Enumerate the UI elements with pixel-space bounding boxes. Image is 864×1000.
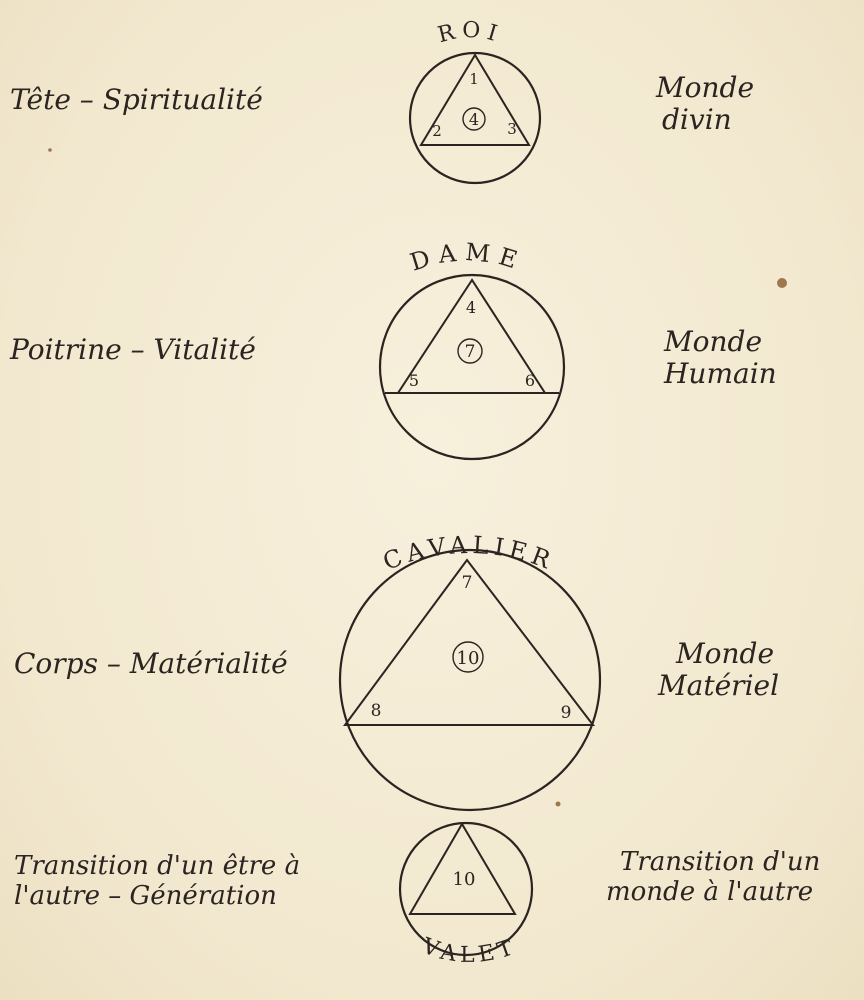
- vertex-number-right-cavalier: 9: [560, 703, 572, 723]
- figure-roi: [410, 18, 540, 183]
- figure-cavalier: [340, 531, 600, 810]
- vertex-number-left-roi: 2: [432, 122, 442, 140]
- left-label-dame-text: Poitrine – Vitalité: [10, 333, 256, 366]
- right-label-valet: [606, 848, 820, 908]
- figure-dame: [380, 238, 564, 459]
- right-label-roi-line-2: divin: [662, 103, 732, 137]
- figure-valet: [400, 823, 532, 968]
- right-label-dame-line-2: Humain: [664, 357, 777, 391]
- right-label-valet-line-2: monde à l'autre: [606, 876, 814, 907]
- right-label-dame-line-1: Monde: [664, 325, 763, 358]
- right-label-cavalier: [658, 638, 779, 702]
- figure-title-dame: DAME: [406, 237, 529, 277]
- right-label-cavalier-line-1: Monde: [676, 637, 775, 670]
- ink-dot: [556, 802, 561, 807]
- vertex-number-right-roi: 3: [507, 120, 517, 138]
- right-label-dame: [664, 326, 777, 390]
- left-label-roi-text: Tête – Spiritualité: [10, 83, 263, 116]
- center-number-roi: 4: [468, 110, 480, 129]
- left-label-cavalier: [14, 648, 288, 680]
- triangle-dame: [398, 280, 545, 393]
- left-label-valet: [14, 852, 300, 912]
- left-label-cavalier-text: Corps – Matérialité: [14, 647, 288, 680]
- figure-title-valet: VALET: [418, 933, 522, 968]
- left-label-valet-line-1: Transition d'un être à: [14, 851, 301, 881]
- center-number-dame: 7: [464, 342, 476, 362]
- right-label-roi-line-1: Monde: [656, 71, 755, 104]
- vertex-number-top-dame: 4: [465, 298, 477, 317]
- vertex-number-right-dame: 6: [524, 371, 536, 390]
- vertex-number-left-cavalier: 8: [370, 701, 382, 721]
- left-label-valet-line-2: l'autre – Génération: [14, 880, 277, 911]
- right-label-roi: [656, 72, 754, 136]
- center-number-valet: 10: [452, 869, 476, 890]
- vertex-number-top-cavalier: 7: [461, 573, 473, 593]
- ink-dot: [48, 148, 52, 152]
- vertex-number-top-roi: 1: [469, 70, 479, 88]
- figure-title-roi: ROI: [435, 17, 506, 49]
- right-label-valet-line-1: Transition d'un: [620, 847, 821, 877]
- figure-title-cavalier: CAVALIER: [379, 530, 559, 576]
- paper-stain: [777, 278, 787, 288]
- vertex-number-left-dame: 5: [408, 371, 420, 390]
- right-label-cavalier-line-2: Matériel: [658, 669, 780, 703]
- left-label-dame: [10, 334, 256, 366]
- center-number-cavalier: 10: [456, 648, 480, 669]
- left-label-roi: [10, 84, 263, 116]
